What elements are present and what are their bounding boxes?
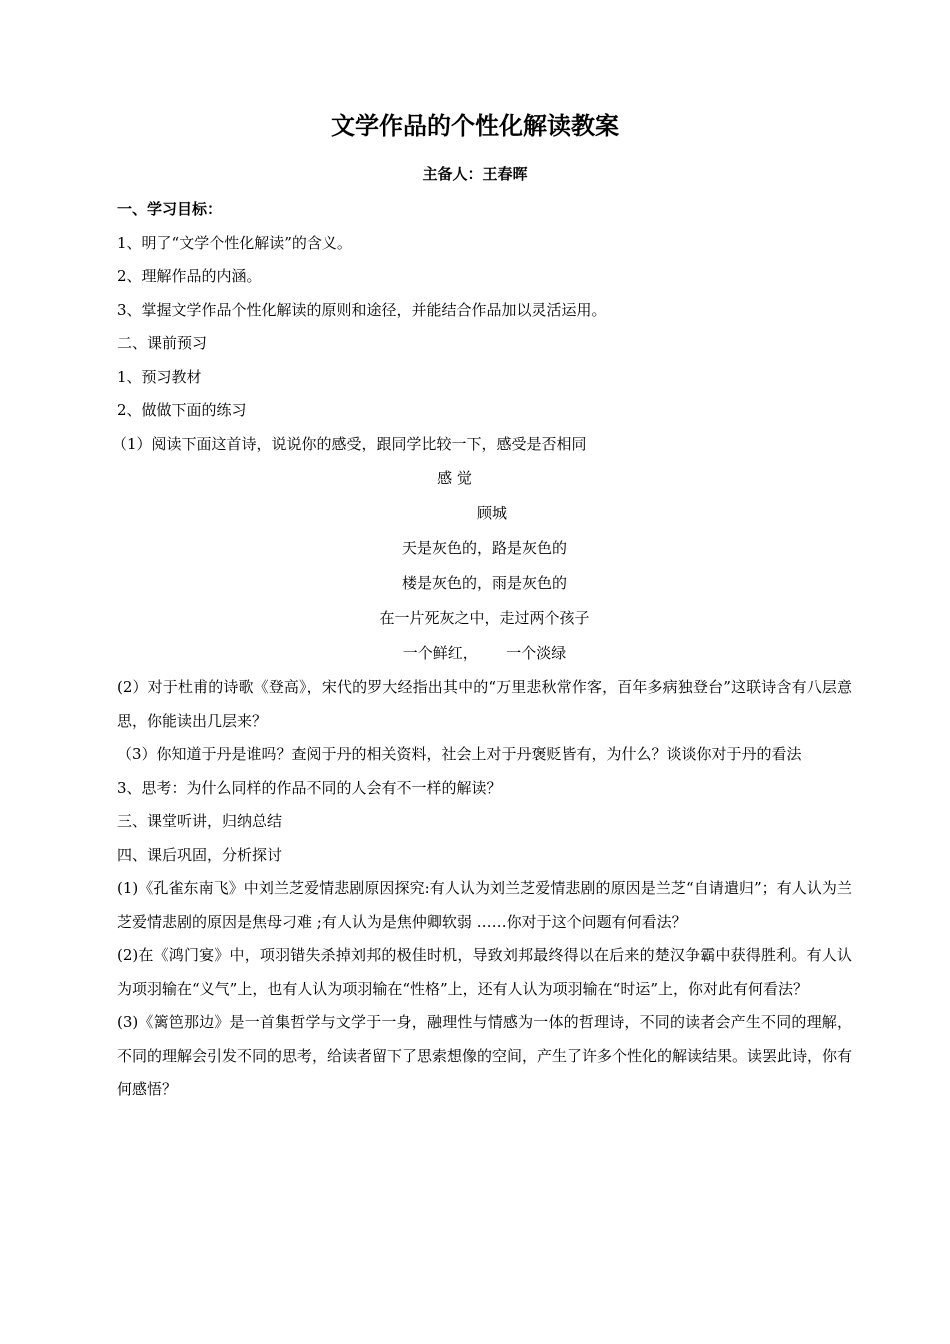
document-body	[112, 193, 853, 1107]
think-question: 3、思考：为什么同样的作品不同的人会有不一样的解读？	[117, 778, 502, 797]
goal-item: 2、理解作品的内涵。	[117, 267, 262, 285]
poem-author: 顾城	[476, 504, 507, 522]
poem-line: 一个鲜红， 一个淡绿	[402, 644, 567, 662]
section-heading-goals: 一、学习目标：	[117, 200, 223, 218]
review-question-2: (2)在《鸿门宴》中，项羽错失杀掉刘邦的极佳时机，导致刘邦最终得以在后来的楚汉争霸中获得胜利。有人认为项羽输在“义气”上，也有人认为项羽输在“性格”上，还有人认为项羽输在“时运”上，你对此有何看法？	[117, 946, 852, 998]
exercise-question-3: （3）你知道于丹是谁吗？查阅于丹的相关资料，社会上对于丹褒贬皆有，为什么？谈谈你对于丹的看法	[117, 745, 802, 763]
preview-item: 2、做做下面的练习	[117, 401, 247, 419]
exercise-question-2: (2）对于杜甫的诗歌《登高》，宋代的罗大经指出其中的“万里悲秋常作客，百年多病独登台”这联诗含有八层意思，你能读出几层来？	[117, 678, 852, 730]
poem-line: 天是灰色的，路是灰色的	[401, 539, 567, 557]
section-heading-preview: 二、课前预习	[117, 334, 208, 352]
poem-title: 感 觉	[437, 469, 472, 487]
section-heading-lecture: 三、课堂听讲，归纳总结	[117, 812, 283, 830]
exercise-question-1: （1）阅读下面这首诗，说说你的感受，跟同学比较一下，感受是否相同	[112, 434, 587, 453]
review-question-3: (3)《篱笆那边》是一首集哲学与文学于一身，融理性与情感为一体的哲理诗，不同的读者会产生不同的理解，不同的理解会引发不同的思考，给读者留下了思索想像的空间，产生了许多个性化的解读结果。读罢此诗，你有何感悟？	[117, 1013, 853, 1098]
author-line: 主备人：王春晖	[422, 165, 528, 183]
section-heading-review: 四、课后巩固，分析探讨	[117, 845, 283, 864]
preview-item: 1、预习教材	[117, 367, 202, 386]
poem-line: 在一片死灰之中，走过两个孩子	[379, 609, 590, 627]
document-title: 文学作品的个性化解读教案	[331, 112, 619, 140]
goal-item: 3、掌握文学作品个性化解读的原则和途径，并能结合作品加以灵活运用。	[117, 300, 607, 319]
goal-item: 1、明了“文学个性化解读”的含义。	[117, 233, 352, 252]
poem-line: 楼是灰色的，雨是灰色的	[401, 574, 567, 592]
review-question-1: (1)《孔雀东南飞》中刘兰芝爱情悲剧原因探究:有人认为刘兰芝爱情悲剧的原因是兰芝“自请遣归”；有人认为兰芝爱情悲剧的原因是焦母刁难 ;有人认为是焦仲卿软弱 ……你对于这个问题有何看法？	[117, 879, 852, 931]
